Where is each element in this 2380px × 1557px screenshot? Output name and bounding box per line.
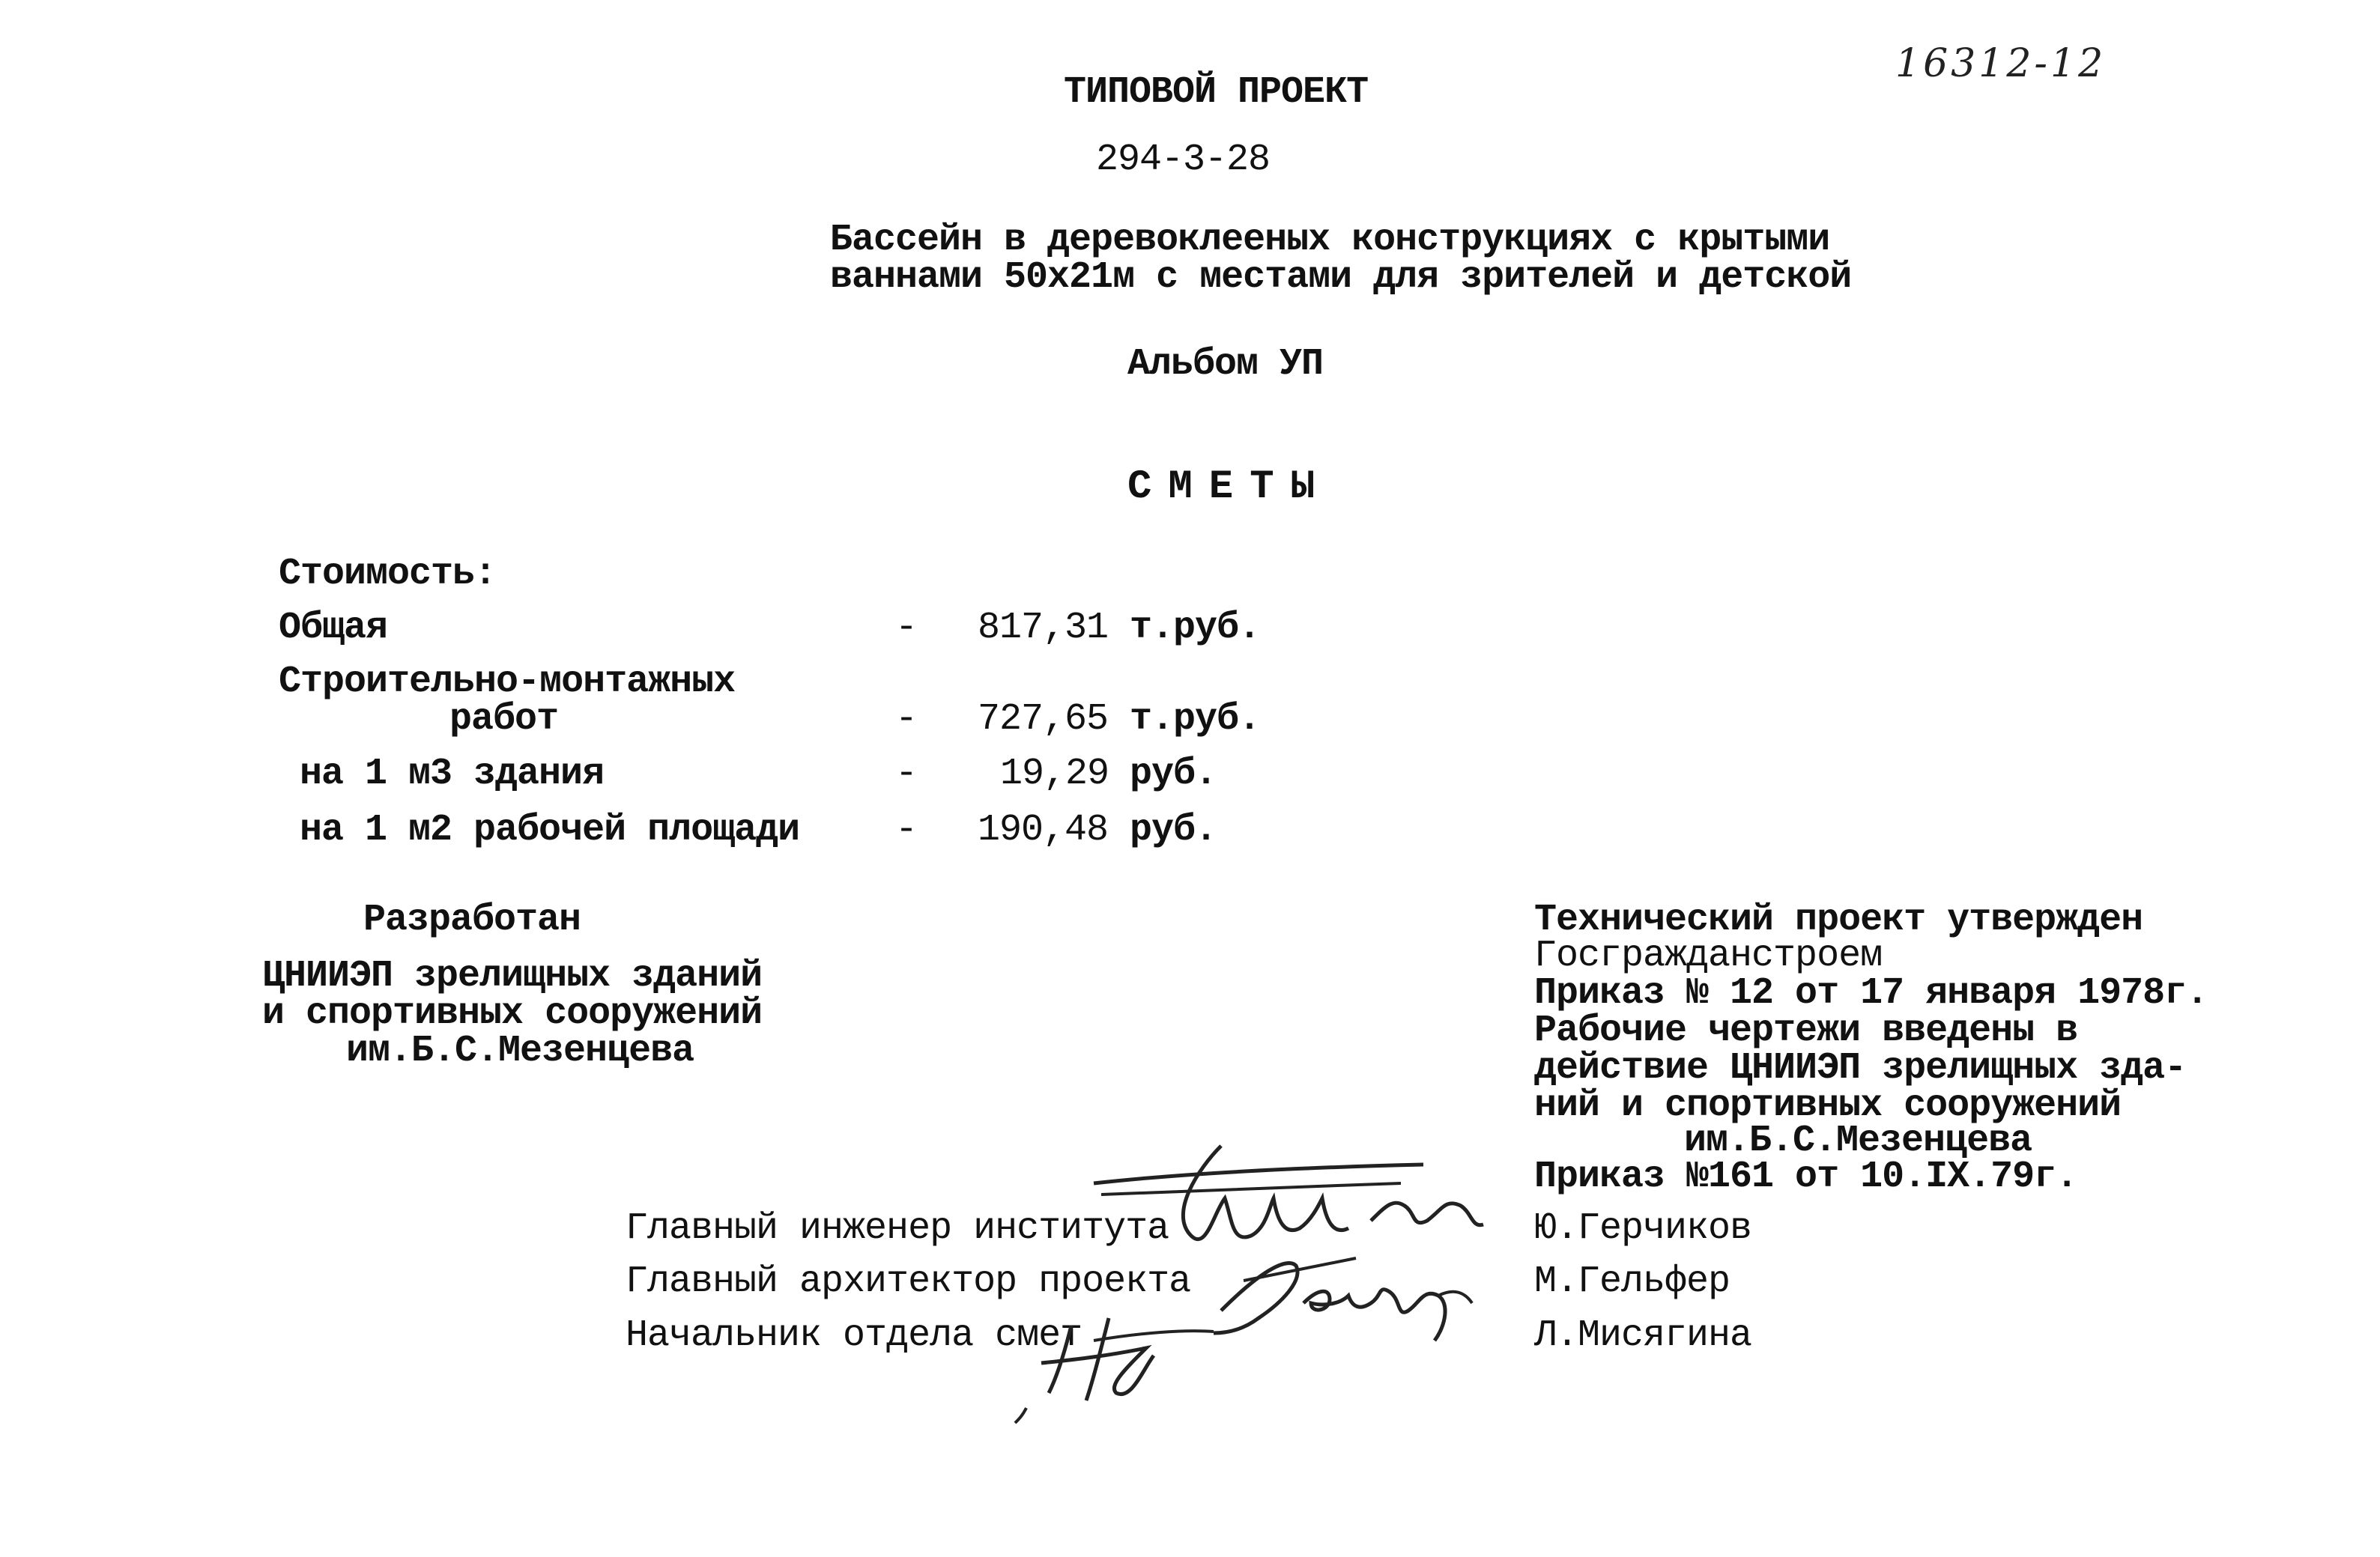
cost-dash: - (895, 607, 918, 649)
approval-line-2: Госгражданстроем (1534, 935, 1883, 977)
signature-estimates-head (1011, 1296, 1236, 1430)
cost-dash: - (895, 698, 918, 741)
approval-line-6: ний и спортивных сооружений (1534, 1084, 2122, 1127)
cost-value-construction: 727,65 (978, 698, 1109, 741)
cost-label-per-m2: на 1 м2 рабочей площади (300, 809, 800, 852)
document-title: ТИПОВОЙ ПРОЕКТ (1064, 71, 1369, 114)
project-number: 294-3-28 (1096, 139, 1271, 181)
cost-label-construction-line-2: работ (449, 698, 559, 741)
signature-role-estimates-head: Начальник отдела смет (626, 1314, 1082, 1357)
cost-unit: т.руб. (1130, 607, 1261, 649)
cost-value-per-m3: 19,29 (1000, 753, 1109, 795)
approval-line-3: Приказ № 12 от 17 января 1978г. (1534, 972, 2208, 1015)
developer-line-1: ЦНИИЭП зрелищных зданий (262, 955, 763, 998)
signature-role-chief-engineer: Главный инженер института (626, 1207, 1169, 1250)
cost-value-total: 817,31 (978, 607, 1109, 649)
approval-line-4: Рабочие чертежи введены в (1534, 1010, 2078, 1052)
description-line-2: ваннами 50х21м с местами для зрителей и детской (830, 256, 1852, 299)
cost-label-total: Общая (279, 607, 388, 649)
cost-unit: руб. (1130, 809, 1217, 852)
signature-role-chief-architect: Главный архитектор проекта (626, 1260, 1191, 1303)
approval-line-7: им.Б.С.Мезенцева (1684, 1120, 2032, 1162)
developer-heading: Разработан (363, 899, 581, 941)
approval-line-8: Приказ №161 от 10.IX.79г. (1534, 1156, 2078, 1198)
developer-line-3: им.Б.С.Мезенцева (346, 1030, 694, 1072)
developer-line-2: и спортивных сооружений (262, 992, 763, 1035)
signature-chief-architect (1199, 1236, 1483, 1356)
costs-heading: Стоимость: (279, 553, 497, 595)
cost-dash: - (895, 809, 918, 852)
corner-note: 16312-12 (1895, 41, 2107, 86)
signature-name-estimates-head: Л.Мисягина (1534, 1314, 1752, 1357)
section-title: СМЕТЫ (1127, 464, 1332, 510)
signature-name-chief-architect: М.Гельфер (1534, 1260, 1731, 1303)
album-label: Альбом УП (1127, 343, 1324, 386)
cost-label-construction-line-1: Строительно-монтажных (279, 661, 736, 703)
cost-label-per-m3: на 1 м3 здания (300, 753, 605, 795)
cost-dash: - (895, 753, 918, 795)
description-line-1: Бассейн в деревоклееных конструкциях с крытыми (830, 219, 1830, 261)
cost-unit: руб. (1130, 753, 1217, 795)
signature-name-chief-engineer: Ю.Герчиков (1534, 1207, 1752, 1250)
approval-line-5: действие ЦНИИЭП зрелищных зда- (1534, 1047, 2187, 1090)
cost-unit: т.руб. (1130, 698, 1261, 741)
approval-line-1: Технический проект утвержден (1534, 899, 2143, 941)
cost-value-per-m2: 190,48 (978, 809, 1109, 852)
